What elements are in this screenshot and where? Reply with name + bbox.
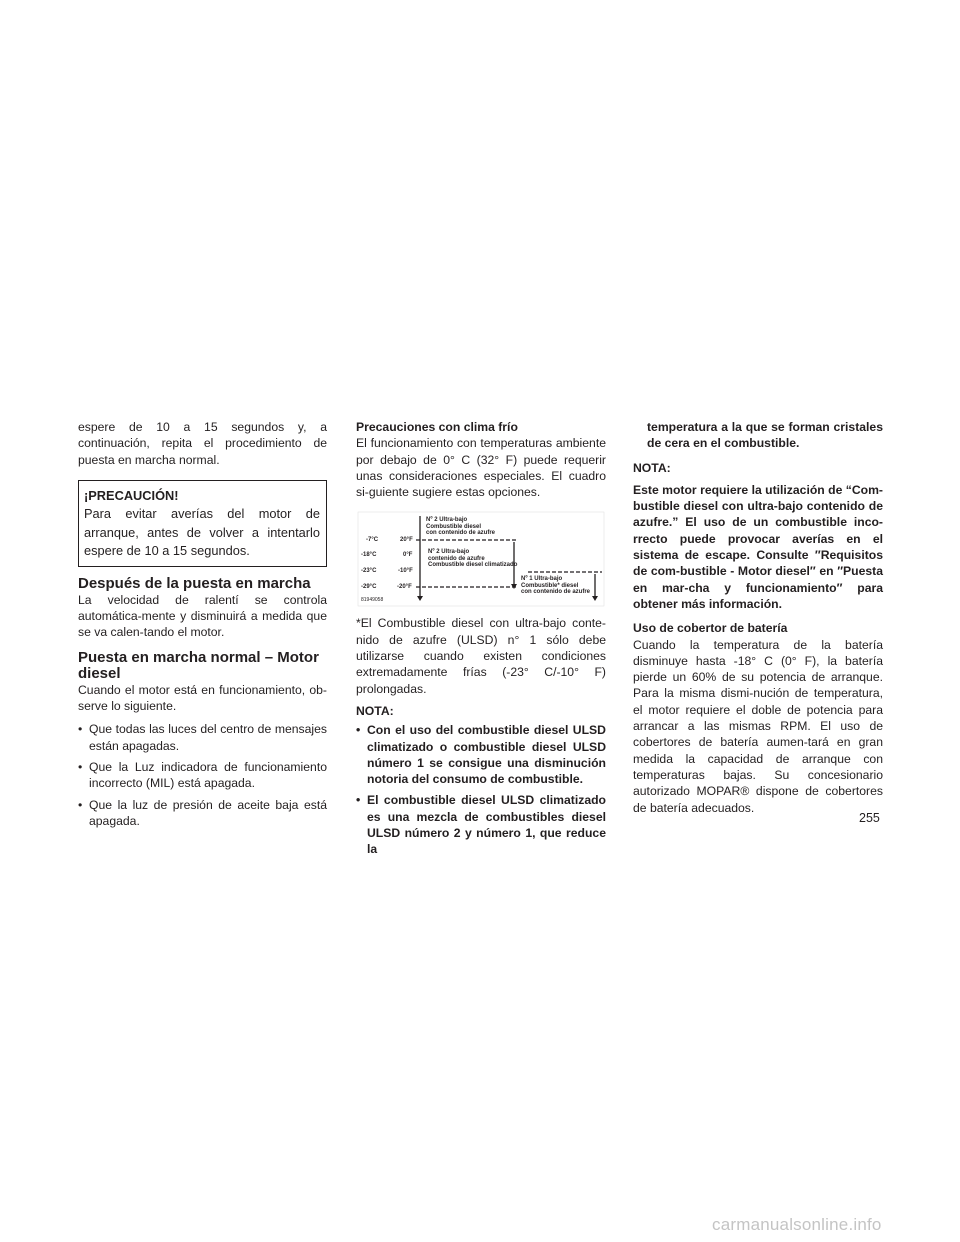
fuel-label-mid: Nº 2 Ultra-bajo contenido de azufre Combustible diesel climatizado [428,549,518,569]
battery-heading: Uso de cobertor de batería [633,621,788,636]
fahrenheit-label: 0°F [403,552,413,559]
continuation-paragraph: temperatura a la que se forman cristales de cera en el combustible. [647,420,883,451]
after-start-text: La velocidad de ralentí se controla automática-mente y disminuirá a medida que se va calen-tando el motor. [78,592,327,640]
celsius-label: -29°C [361,584,377,591]
caution-text: Para evitar averías del motor de arranque, antes de volver a intentarlo espere de 10 a 15 segundos. [84,506,320,559]
page-number: 255 [859,811,880,825]
footnote-paragraph: *El Combustible diesel con ultra-bajo conte-nido de azufre (ULSD) n° 1 sólo debe utilizarse cuando existen condiciones extremadamente frías (-23° C/-10° F) prolongadas. [356,616,606,696]
middle-column [356,419,606,863]
figure-code: 81949058 [361,597,384,604]
fuel-temperature-figure [356,510,606,607]
bullet-icon: • [356,793,361,808]
list-item: • Que la Luz indicadora de funcionamiento incorrecto (MIL) está apagada. [78,759,327,791]
caution-title: ¡PRECAUCIÓN! [84,487,179,503]
fahrenheit-label: -10°F [398,568,413,575]
right-column [633,419,883,816]
nota-label: NOTA: [356,703,394,718]
bullet-icon: • [78,759,83,774]
bullet-icon: • [78,797,83,812]
nota-text: Este motor requiere la utilización de “Com-bustible diesel con ultra-bajo contenido de azufre.” El uso de un combustible inco-rrecto puede provocar averías en el sistema de escape. Consulte ″Requisitos de com-bustible - Motor diesel″ en ″Puesta en mar-cha y funcionamiento″ para obtener más información. [633,482,883,611]
fuel-label-bottom: Nº 1 Ultra-bajo Combustible* diesel con contenido de azufre [521,576,591,596]
fuel-label-top: Nº 2 Ultra-bajo Combustible diesel con contenido de azufre [426,517,496,537]
caution-box [78,480,327,567]
normal-start-text: Cuando el motor está en funcionamiento, ob-serve lo siguiente. [78,682,327,714]
nota-label: NOTA: [633,460,671,475]
normal-start-heading: Puesta en marcha normal – Motor diesel [78,648,319,682]
celsius-label: -7°C [366,537,379,544]
observe-list [78,721,327,829]
list-item: • Que todas las luces del centro de mensajes están apagadas. [78,722,327,753]
list-item: • Que la luz de presión de aceite baja está apagada. [78,797,327,828]
celsius-label: -23°C [361,568,377,575]
intro-paragraph: espere de 10 a 15 segundos y, a continuación, repita el procedimiento de puesta en marcha normal. [78,420,327,467]
cold-weather-heading: Precauciones con clima frío [356,420,518,434]
battery-text: Cuando la temperatura de la batería disminuye hasta -18° C (0° F), la batería pierde un 60% de su potencia de arranque. Para la misma dismi-nución de temperatura, el motor requiere el doble de potencia para arrancar a las mismas RPM. El uso de cobertores de batería aumen-tará en gran medida la capacidad de arranque con temperaturas bajas. Su concesionario autorizado MOPAR® dispone de cobertores de batería adecuados. [633,637,883,815]
fahrenheit-label: 20°F [400,537,413,544]
nota-bullets [356,722,606,857]
list-item: • El combustible diesel ULSD climatizado es una mezcla de combustibles diesel ULSD número 2 y número 1, que reduce la [356,793,606,857]
bullet-icon: • [78,722,83,737]
bullet-icon: • [356,723,361,738]
watermark: carmanualsonline.info [712,1215,882,1234]
celsius-label: -18°C [361,552,377,559]
left-column [78,419,327,834]
cold-weather-text: El funcionamiento con temperaturas ambiente por debajo de 0° C (32° F) puede requerir unas consideraciones especiales. El cuadro si-guiente sugiere estas opciones. [356,436,606,500]
list-item: • Con el uso del combustible diesel ULSD climatizado o combustible diesel ULSD número 1 se consigue una disminución notoria del consumo de combustible. [356,723,606,787]
fahrenheit-label: -20°F [397,584,412,591]
after-start-heading: Después de la puesta en marcha [78,574,311,592]
